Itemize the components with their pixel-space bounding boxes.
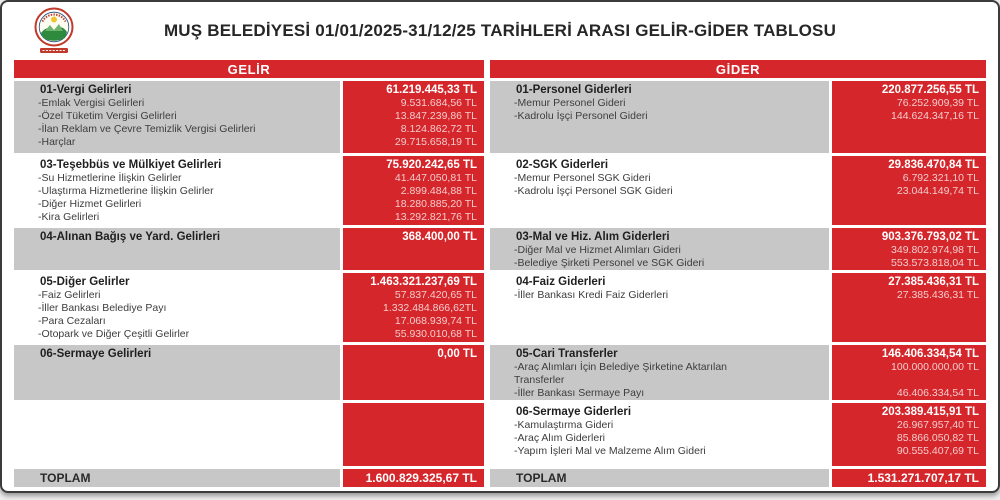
item-label: -Otopark ve Diğer Çeşitli Gelirler	[38, 328, 190, 340]
section-label-box	[14, 345, 340, 400]
table-section	[14, 228, 484, 270]
item-value: 17.068.939,74 TL	[394, 315, 477, 327]
section-label-box	[14, 403, 340, 466]
table-section	[490, 156, 986, 225]
table-section	[490, 345, 986, 400]
section-total: 903.376.793,02 TL	[881, 231, 979, 243]
item-value: 27.385.436,31 TL	[896, 289, 979, 301]
table	[2, 60, 998, 487]
item-label: -Para Cezaları	[38, 315, 106, 327]
item-label: -Ulaştırma Hizmetlerine İlişkin Gelirler	[38, 185, 214, 197]
item-value: 18.280.885,20 TL	[394, 198, 477, 210]
item-value: 349.802.974,98 TL	[891, 244, 979, 256]
section-value-box	[343, 273, 484, 342]
table-section	[490, 273, 986, 342]
item-label: -Faiz Gelirleri	[38, 289, 101, 301]
section-title: 01-Personel Giderleri	[516, 84, 632, 96]
item-label: Transferler	[514, 374, 565, 386]
item-label: -İller Bankası Kredi Faiz Giderleri	[514, 289, 669, 301]
section-title: 01-Vergi Gelirleri	[40, 84, 132, 96]
income-total-label: TOPLAM	[14, 469, 340, 487]
table-section	[14, 273, 484, 342]
section-value-box	[343, 156, 484, 225]
item-value	[832, 374, 986, 387]
item-label: -İlan Reklam ve Çevre Temizlik Vergisi Gelirleri	[38, 123, 256, 135]
table-section	[490, 228, 986, 270]
income-column	[14, 60, 484, 487]
section-title: 04-Alınan Bağış ve Yard. Gelirleri	[40, 231, 221, 243]
section-label-box	[490, 273, 829, 342]
item-value: 1.332.484.866,62TL	[383, 302, 477, 314]
item-label: -Su Hizmetlerine İlişkin Gelirler	[38, 172, 182, 184]
section-label-box	[490, 156, 829, 225]
section-value-box	[832, 228, 986, 270]
section-total: 1.463.321.237,69 TL	[370, 276, 477, 288]
section-label-box	[490, 345, 829, 400]
item-label: -Özel Tüketim Vergisi Gelirleri	[38, 110, 177, 122]
item-label: -Yapım İşleri Mal ve Malzeme Alım Gideri	[514, 445, 706, 457]
section-total: 61.219.445,33 TL	[386, 84, 477, 96]
section-value-box	[343, 403, 484, 466]
section-value-box	[343, 345, 484, 400]
section-value-box	[832, 156, 986, 225]
item-value: 85.866.050,82 TL	[896, 432, 979, 444]
item-value: 2.899.484,88 TL	[400, 185, 477, 197]
item-label: -İller Bankası Sermaye Payı	[514, 387, 645, 399]
item-label: -Memur Personel Gideri	[514, 97, 626, 109]
section-title: 04-Faiz Giderleri	[516, 276, 606, 288]
section-label-box	[14, 228, 340, 270]
section-label-box	[14, 156, 340, 225]
item-value: 9.531.684,56 TL	[400, 97, 477, 109]
section-label-box	[490, 228, 829, 270]
item-value: 46.406.334,54 TL	[896, 387, 979, 399]
section-title: 05-Diğer Gelirler	[40, 276, 130, 288]
section-title: 06-Sermaye Gelirleri	[40, 348, 152, 360]
item-label: -Kadrolu İşçi Personel Gideri	[514, 110, 648, 122]
section-title: 06-Sermaye Giderleri	[516, 406, 632, 418]
section-value-box	[832, 403, 986, 466]
item-value: 553.573.818,04 TL	[891, 257, 979, 269]
section-label-box	[490, 81, 829, 153]
section-label-box	[14, 273, 340, 342]
item-value: 13.292.821,76 TL	[394, 211, 477, 223]
item-label: -Belediye Şirketi Personel ve SGK Gideri	[514, 257, 705, 269]
municipal-seal-icon	[33, 6, 75, 56]
item-label: -Emlak Vergisi Gelirleri	[38, 97, 145, 109]
expense-total-row	[490, 469, 986, 487]
item-value: 76.252.909,39 TL	[896, 97, 979, 109]
expense-column	[490, 60, 986, 487]
title-bar	[2, 2, 998, 60]
section-value-box	[832, 345, 986, 400]
expense-total-label: TOPLAM	[490, 469, 829, 487]
table-section	[14, 81, 484, 153]
expense-total-value: 1.531.271.707,17 TL	[832, 469, 986, 487]
item-label: -Diğer Mal ve Hizmet Alımları Gideri	[514, 244, 681, 256]
item-value: 6.792.321,10 TL	[902, 172, 979, 184]
item-label: -Kadrolu İşçi Personel SGK Gideri	[514, 185, 673, 197]
section-total: 75.920.242,65 TL	[386, 159, 477, 171]
table-section	[490, 81, 986, 153]
section-value-box	[343, 228, 484, 270]
table-section	[490, 403, 986, 466]
section-title: 02-SGK Giderleri	[516, 159, 609, 171]
section-value-box	[343, 81, 484, 153]
income-total-row	[14, 469, 484, 487]
expense-sections	[490, 81, 986, 466]
item-value: 23.044.149,74 TL	[896, 185, 979, 197]
item-label: -Kamulaştırma Gideri	[514, 419, 614, 431]
item-value: 55.930.010,68 TL	[394, 328, 477, 340]
section-total: 220.877.256,55 TL	[881, 84, 979, 96]
section-total: 27.385.436,31 TL	[888, 276, 979, 288]
section-total: 0,00 TL	[437, 348, 477, 360]
item-value: 144.624.347,16 TL	[891, 110, 979, 122]
item-value: 57.837.420,65 TL	[394, 289, 477, 301]
item-label: -Memur Personel SGK Gideri	[514, 172, 651, 184]
income-total-value: 1.600.829.325,67 TL	[343, 469, 484, 487]
section-total: 368.400,00 TL	[402, 231, 477, 243]
income-sections	[14, 81, 484, 466]
section-title: 05-Cari Transferler	[516, 348, 618, 360]
section-value-box	[832, 81, 986, 153]
table-section	[14, 156, 484, 225]
section-value-box	[832, 273, 986, 342]
section-label-box	[490, 403, 829, 466]
item-value: 90.555.407,69 TL	[896, 445, 979, 457]
item-value: 41.447.050,81 TL	[394, 172, 477, 184]
item-label: -Araç Alımları İçin Belediye Şirketine Aktarılan	[514, 361, 728, 373]
expense-column-header: GİDER	[490, 60, 986, 78]
section-total: 203.389.415,91 TL	[881, 406, 979, 418]
item-value: 13.847.239,86 TL	[394, 110, 477, 122]
item-label: -İller Bankası Belediye Payı	[38, 302, 167, 314]
item-value: 100.000.000,00 TL	[891, 361, 979, 373]
item-value: 26.967.957,40 TL	[896, 419, 979, 431]
table-section	[14, 345, 484, 400]
item-value: 29.715.658,19 TL	[394, 136, 477, 148]
spacer-band	[14, 403, 484, 466]
page-title: MUŞ BELEDİYESİ 01/01/2025-31/12/25 TARİHLERİ ARASI GELİR-GİDER TABLOSU	[163, 21, 837, 40]
section-title: 03-Teşebbüs ve Mülkiyet Gelirleri	[40, 159, 222, 171]
item-label: -Diğer Hizmet Gelirleri	[38, 198, 142, 210]
section-total: 146.406.334,54 TL	[881, 348, 979, 360]
item-label: -Harçlar	[38, 136, 76, 148]
item-label: -Araç Alım Giderleri	[514, 432, 606, 444]
item-label: -Kira Gelirleri	[38, 211, 100, 223]
item-value: 8.124.862,72 TL	[400, 123, 477, 135]
section-title: 03-Mal ve Hiz. Alım Giderleri	[516, 231, 670, 243]
section-label-box	[14, 81, 340, 153]
income-column-header: GELİR	[14, 60, 484, 78]
section-total: 29.836.470,84 TL	[888, 159, 979, 171]
